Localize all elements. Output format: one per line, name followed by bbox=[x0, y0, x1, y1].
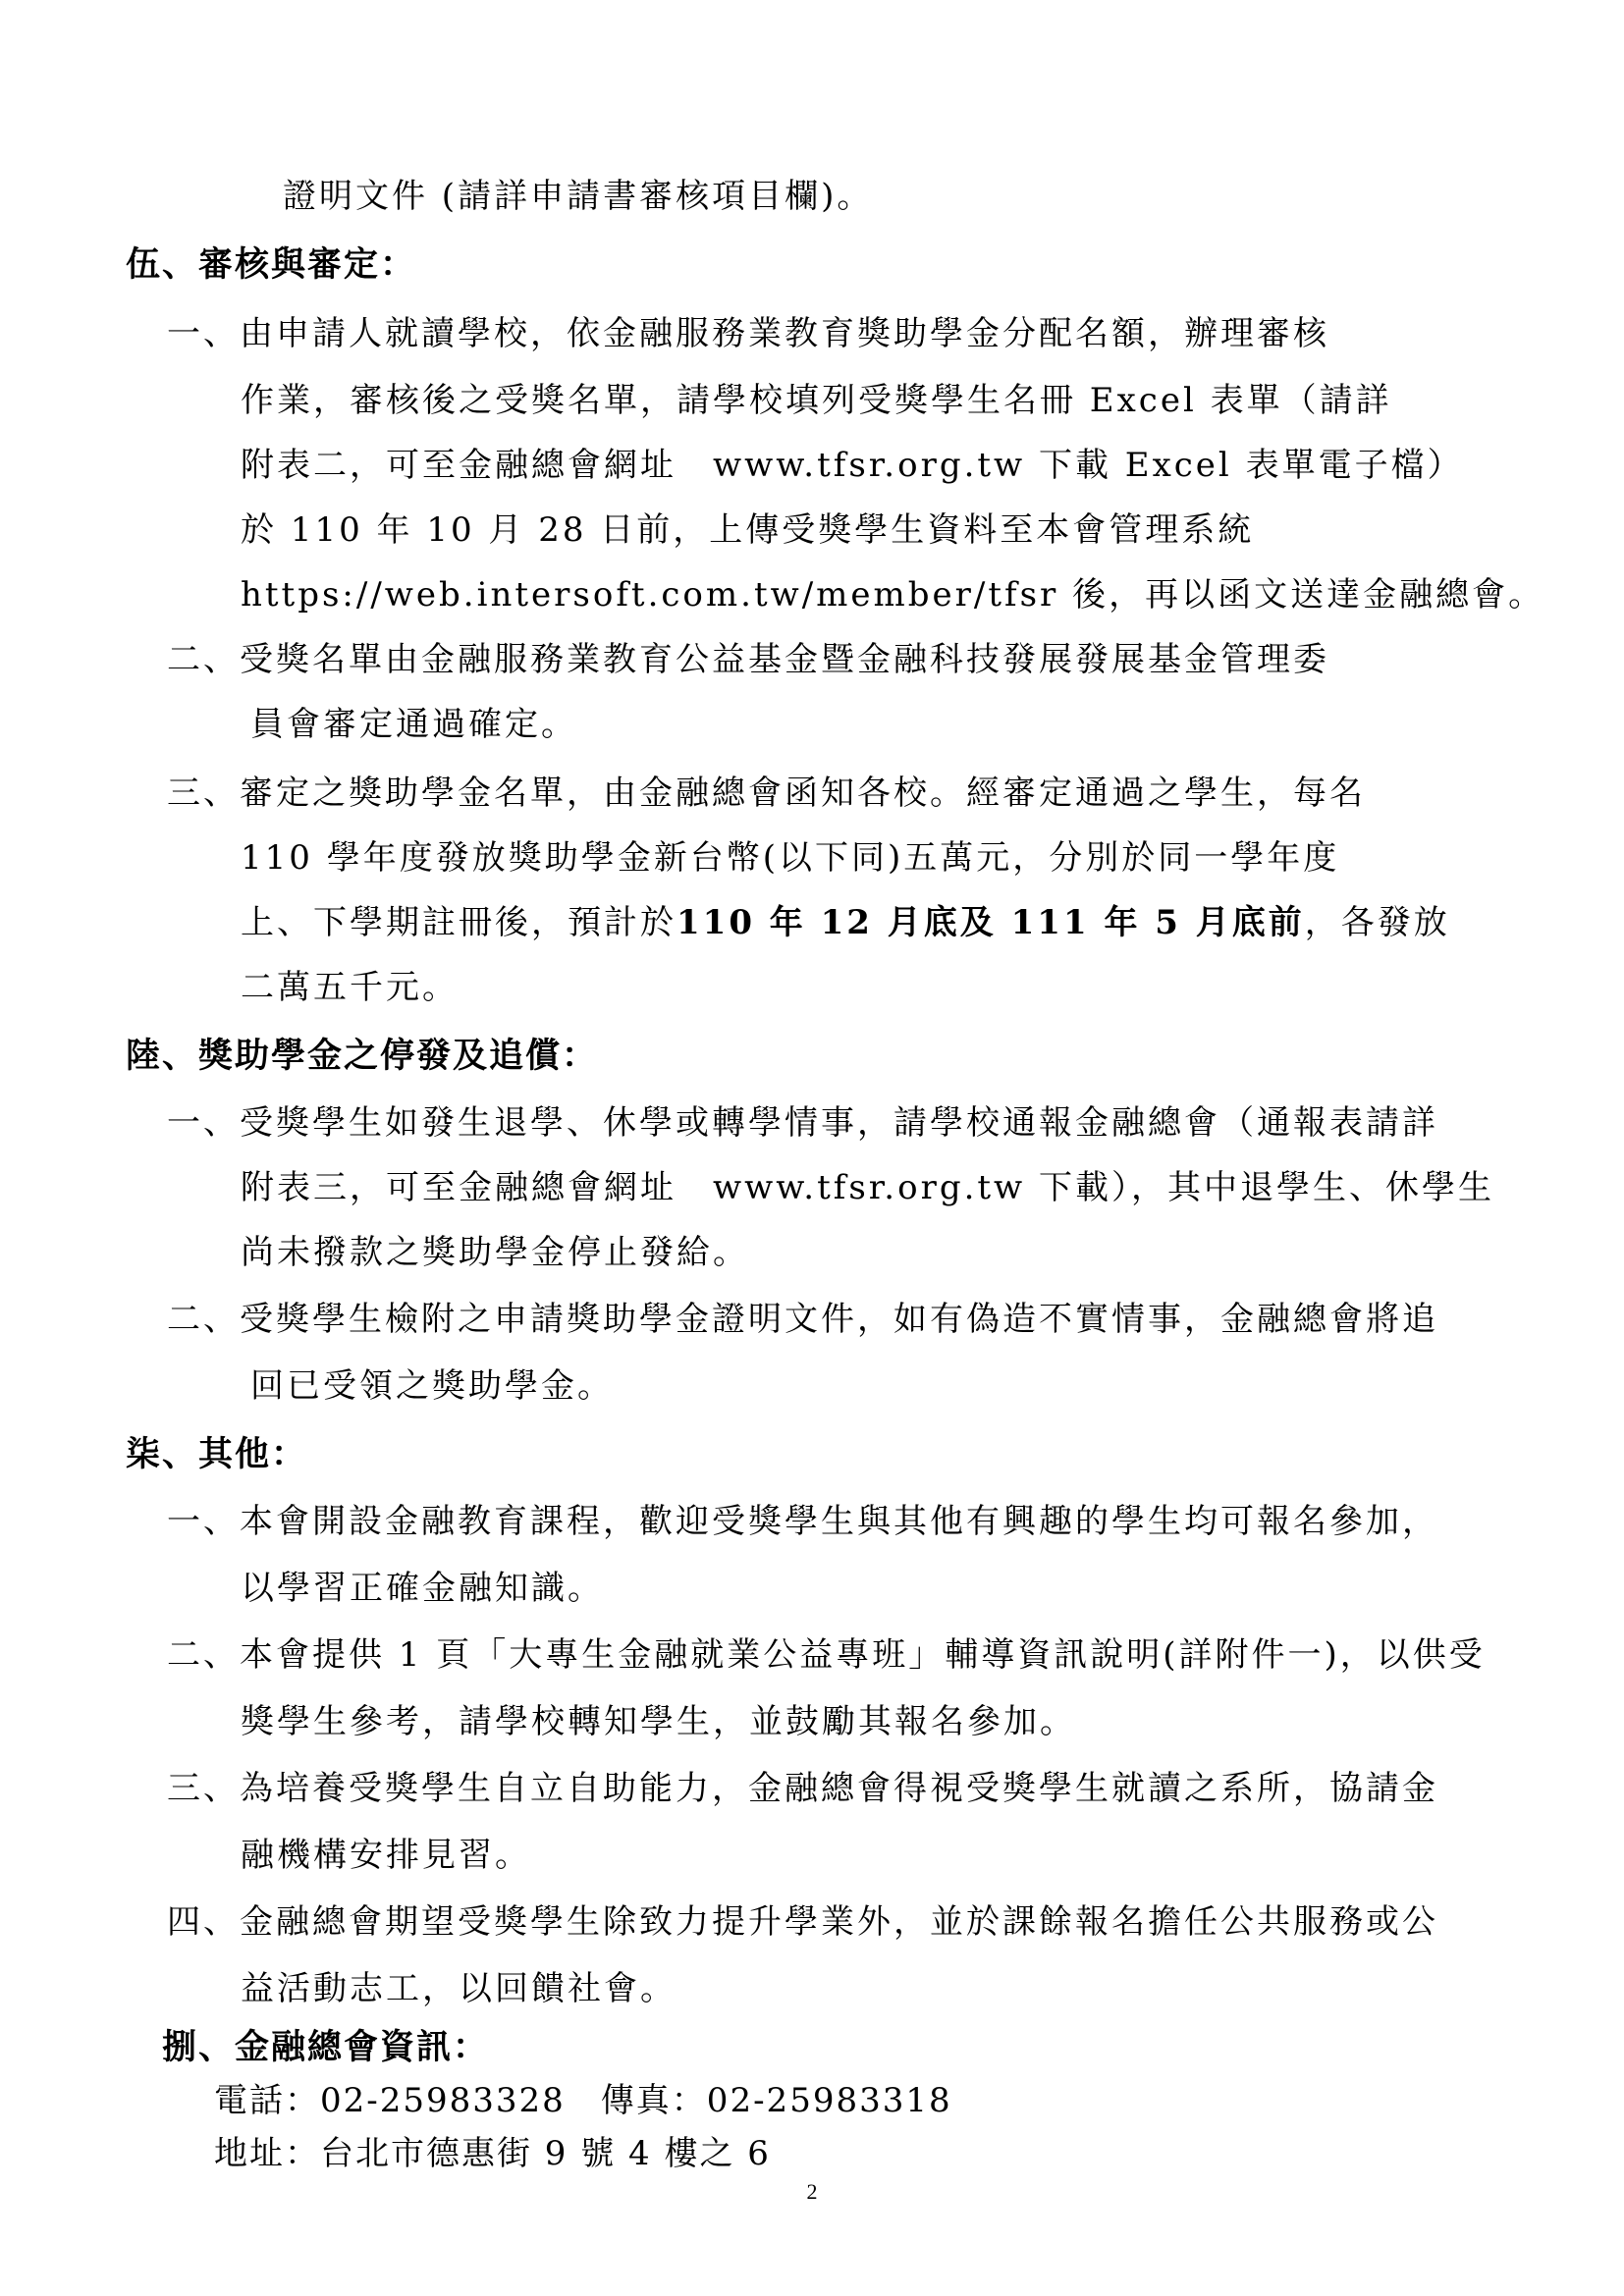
paragraph-line: 融機構安排見習。 bbox=[241, 1836, 531, 1875]
paragraph-line: 二萬五千元。 bbox=[241, 968, 459, 1007]
paragraph-line: 回已受領之獎助學金。 bbox=[250, 1366, 614, 1406]
paragraph-line: 於 110 年 10 月 28 日前，上傳受獎學生資料至本會管理系統 bbox=[241, 510, 1255, 550]
paragraph-line: 一、受獎學生如發生退學、休學或轉學情事，請學校通報金融總會（通報表請詳 bbox=[167, 1103, 1438, 1143]
paragraph-line: 110 學年度發放獎助學金新台幣(以下同)五萬元，分別於同一學年度 bbox=[241, 838, 1340, 878]
contact-address: 地址：台北市德惠街 9 號 4 樓之 6 bbox=[214, 2134, 771, 2173]
section-heading-suspension: 陸、獎助學金之停發及追償： bbox=[126, 1036, 599, 1076]
paragraph-line: 獎學生參考，請學校轉知學生，並鼓勵其報名參加。 bbox=[241, 1702, 1076, 1741]
paragraph-line bbox=[241, 901, 1450, 944]
paragraph-line: 一、本會開設金融教育課程，歡迎受獎學生與其他有興趣的學生均可報名參加， bbox=[167, 1502, 1438, 1541]
section-heading-contact-info: 捌、金融總會資訊： bbox=[162, 2027, 490, 2067]
paragraph-line: 尚未撥款之獎助學金停止發給。 bbox=[241, 1233, 749, 1272]
paragraph-text: ，各發放 bbox=[1304, 903, 1450, 942]
paragraph-line: 附表三，可至金融總會網址 www.tfsr.org.tw 下載），其中退學生、休學生 bbox=[241, 1168, 1494, 1207]
paragraph-line: 二、本會提供 1 頁「大專生金融就業公益專班」輔導資訊說明(詳附件一)，以供受 bbox=[167, 1635, 1486, 1675]
paragraph-line: 作業，審核後之受獎名單，請學校填列受獎學生名冊 Excel 表單（請詳 bbox=[241, 381, 1392, 420]
paragraph-line: 三、審定之獎助學金名單，由金融總會函知各校。經審定通過之學生，每名 bbox=[167, 774, 1366, 813]
paragraph-line: https://web.intersoft.com.tw/member/tfsr 後，再以函文送達金融總會。 bbox=[241, 575, 1545, 614]
section-heading-other: 柒、其他： bbox=[126, 1434, 308, 1474]
contact-phone-fax: 電話：02-25983328 傳真：02-25983318 bbox=[214, 2081, 952, 2120]
paragraph-line: 四、金融總會期望受獎學生除致力提升學業外，並於課餘報名擔任公共服務或公 bbox=[167, 1902, 1438, 1942]
section-heading-review: 伍、審核與審定： bbox=[126, 244, 417, 285]
paragraph-line: 以學習正確金融知識。 bbox=[241, 1569, 604, 1608]
paragraph-line: 三、為培養受獎學生自立自助能力，金融總會得視受獎學生就讀之系所，協請金 bbox=[167, 1769, 1438, 1808]
page-number: 2 bbox=[806, 2179, 818, 2204]
paragraph-line: 附表二，可至金融總會網址 www.tfsr.org.tw 下載 Excel 表單電子檔） bbox=[241, 446, 1464, 485]
paragraph-line: 益活動志工，以回饋社會。 bbox=[241, 1969, 677, 2008]
paragraph-line: 二、受獎學生檢附之申請獎助學金證明文件，如有偽造不實情事，金融總會將追 bbox=[167, 1300, 1438, 1339]
paragraph-text: 上、下學期註冊後，預計於 bbox=[241, 903, 677, 942]
paragraph-line: 員會審定通過確定。 bbox=[250, 705, 577, 744]
paragraph-line: 二、受獎名單由金融服務業教育公益基金暨金融科技發展發展基金管理委 bbox=[167, 640, 1329, 679]
payment-deadline-bold: 110 年 12 月底及 111 年 5 月底前 bbox=[677, 903, 1305, 942]
continued-text: 證明文件 (請詳申請書審核項目欄)。 bbox=[283, 177, 874, 216]
paragraph-line: 一、由申請人就讀學校，依金融服務業教育獎助學金分配名額，辦理審核 bbox=[167, 314, 1329, 353]
